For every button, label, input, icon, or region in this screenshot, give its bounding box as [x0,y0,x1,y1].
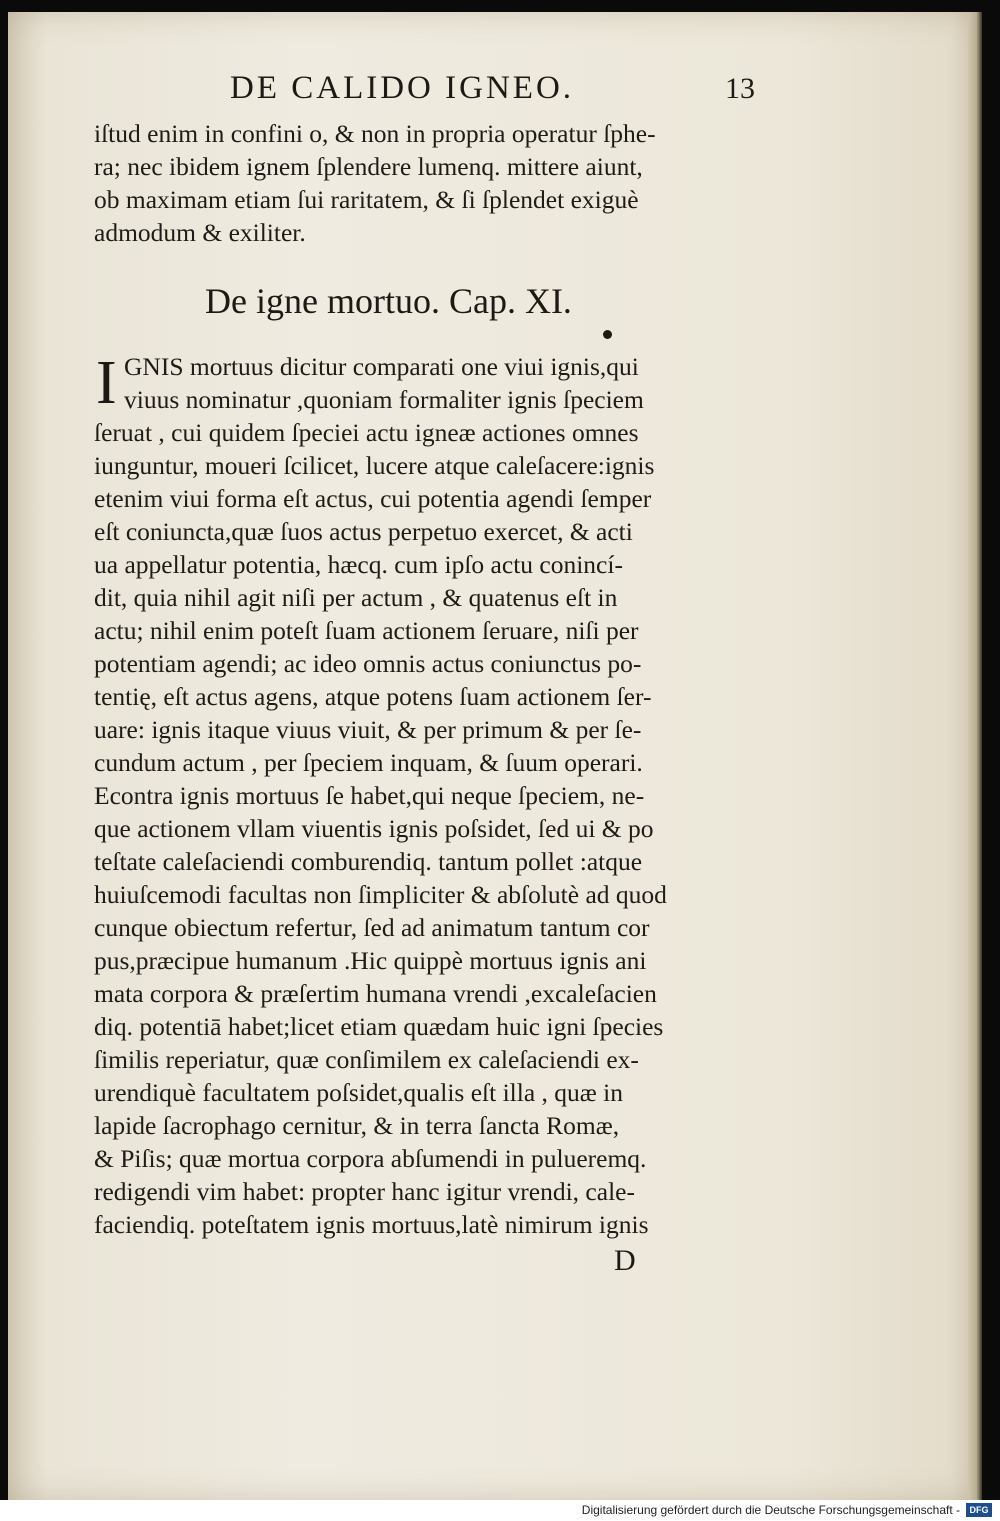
chapter-text [94,350,762,1241]
text-line: ſimilis reperiatur, quæ conſimilem ex caleſaciendi ex- [94,1045,639,1074]
text-line: viuus nominatur ,quoniam formaliter ignis ſpeciem [124,385,644,414]
text-line: cundum actum , per ſpeciem inquam, & ſuum operari. [94,748,643,777]
dfg-logo: DFG [966,1503,992,1517]
text-line: iunguntur, moueri ſcilicet, lucere atque caleſacere:ignis [94,451,655,480]
intro-paragraph [94,117,762,249]
text-line: ſeruat , cui quidem ſpeciei actu igneæ actiones omnes [94,418,639,447]
text-line: teſtate caleſaciendi comburendiq. tantum pollet :atque [94,847,643,876]
text-line: iſtud enim in confini o, & non in propria operatur ſphe- [94,119,656,148]
page-number: 13 [725,72,755,105]
text-line: faciendiq. poteſtatem ignis mortuus,latè nimirum ignis [94,1210,649,1239]
text-line: potentiam agendi; ac ideo omnis actus coniunctus po- [94,649,642,678]
funding-credit: Digitalisierung gefördert durch die Deutsche Forschungsgemeinschaft - [581,1503,960,1517]
text-line: que actionem vllam viuentis ignis poſsidet, ſed ui & po [94,814,654,843]
text-line: lapide ſacrophago cernitur, & in terra ſancta Romæ, [94,1111,620,1140]
ornament-dot [603,330,612,339]
footer-bar [0,1500,1000,1521]
page-edge [968,12,982,1500]
text-line: GNIS mortuus dicitur comparati one viui ignis,qui [124,352,639,381]
text-line: mata corpora & præſertim humana vrendi ,excaleſacien [94,979,657,1008]
text-line: ua appellatur potentia, hæcq. cum ipſo actu conincí- [94,550,623,579]
text-line: etenim viui forma eſt actus, cui potentia agendi ſemper [94,484,652,513]
text-line: dit, quia nihil agit niſi per actum , & quatenus eſt in [94,583,618,612]
text-line: cunque obiectum refertur, ſed ad animatum tantum cor [94,913,650,942]
text-line: huiuſcemodi facultas non ſimpliciter & abſolutè ad quod [94,880,667,909]
text-line: ra; nec ibidem ignem ſplendere lumenq. mittere aiunt, [94,152,643,181]
text-line: diq. potentiā habet;licet etiam quædam huic igni ſpecies [94,1012,664,1041]
text-line: pus,præcipue humanum .Hic quippè mortuus ignis ani [94,946,647,975]
text-line: admodum & exiliter. [94,218,306,247]
text-line: tentię, eſt actus agens, atque potens ſuam actionem ſer- [94,682,652,711]
text-line: uare: ignis itaque viuus viuit, & per primum & per ſe- [94,715,642,744]
text-line: eſt coniuncta,quæ ſuos actus perpetuo exercet, & acti [94,517,633,546]
signature-mark: D [614,1244,636,1277]
running-head [95,70,755,120]
text-line: Econtra ignis mortuus ſe habet,qui neque ſpeciem, ne- [94,781,645,810]
text-line: actu; nihil enim poteſt ſuam actionem ſeruare, niſi per [94,616,639,645]
text-line: ob maximam etiam ſui raritatem, & ſi ſplendet exiguè [94,185,639,214]
text-line: & Piſis; quæ mortua corpora abſumendi in pulueremq. [94,1144,647,1173]
text-line: urendiquè facultatem poſsidet,qualis eſt illa , quæ in [94,1078,624,1107]
running-head-title: DE CALIDO IGNEO. [230,70,575,106]
chapter-heading: De igne mortuo. Cap. XI. [205,281,572,321]
initial-letter: I [96,349,117,417]
text-line: redigendi vim habet: propter hanc igitur vrendi, cale- [94,1177,635,1206]
